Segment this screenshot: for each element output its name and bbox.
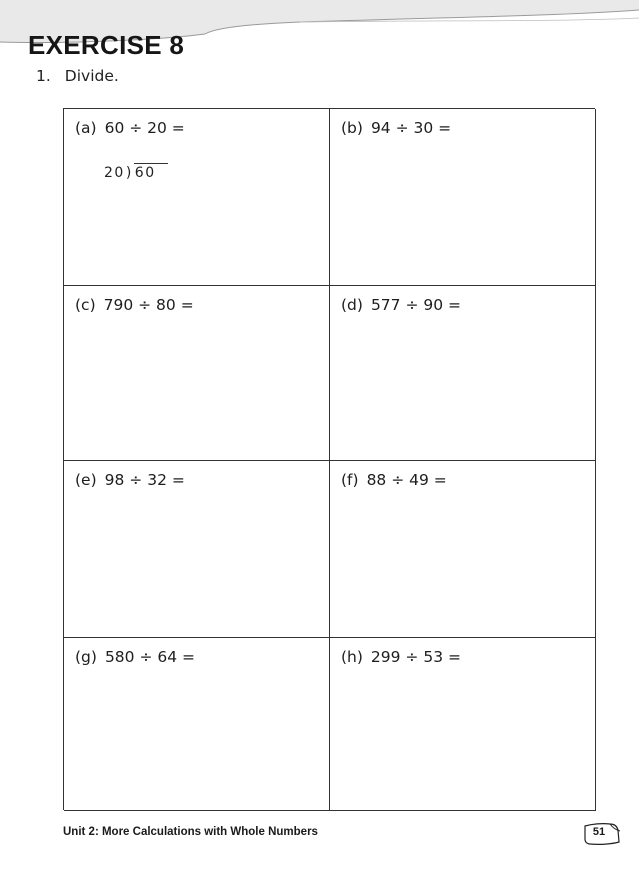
- page-number: 51: [592, 826, 606, 838]
- problem-expression: 60 ÷ 20 =: [104, 119, 185, 137]
- exercise-title: EXERCISE 8: [28, 30, 185, 60]
- problem-expression: 98 ÷ 32 =: [104, 471, 185, 489]
- problem-expression: 94 ÷ 30 =: [370, 119, 452, 137]
- problem-label: (h): [341, 648, 363, 666]
- problem-label: (c): [75, 296, 96, 314]
- problem-h: [341, 648, 461, 666]
- problem-expression: 577 ÷ 90 =: [370, 296, 462, 314]
- problem-label: (d): [341, 296, 363, 314]
- division-bracket: ): [125, 165, 133, 181]
- divisor: 20: [104, 165, 125, 181]
- long-division-example: [104, 163, 168, 181]
- problem-label: (f): [341, 471, 359, 489]
- problem-a: [75, 119, 185, 137]
- problem-grid: [63, 108, 595, 810]
- problem-cell-b[interactable]: [330, 109, 596, 286]
- problem-label: (g): [75, 648, 97, 666]
- problem-label: (b): [341, 119, 363, 137]
- problem-cell-h[interactable]: [330, 638, 596, 811]
- question-number: 1.: [36, 67, 51, 85]
- problem-label: (a): [75, 119, 97, 137]
- problem-expression: 299 ÷ 53 =: [370, 648, 461, 666]
- problem-f: [341, 471, 447, 489]
- problem-cell-d[interactable]: [330, 286, 596, 461]
- footer-unit-title: Unit 2: More Calculations with Whole Numbers: [63, 826, 318, 838]
- problem-expression: 88 ÷ 49 =: [366, 471, 447, 489]
- dividend: 60: [134, 163, 168, 181]
- problem-label: (e): [75, 471, 97, 489]
- problem-cell-f[interactable]: [330, 461, 596, 638]
- problem-e: [75, 471, 185, 489]
- problem-d: [341, 296, 461, 314]
- problem-cell-e[interactable]: [64, 461, 330, 638]
- instruction-text: Divide.: [64, 67, 119, 85]
- problem-cell-c[interactable]: [64, 286, 330, 461]
- problem-c: [75, 296, 194, 314]
- problem-g: [75, 648, 195, 666]
- problem-expression: 790 ÷ 80 =: [103, 296, 194, 314]
- question-instruction: [36, 67, 119, 85]
- problem-cell-g[interactable]: [64, 638, 330, 811]
- problem-b: [341, 119, 451, 137]
- problem-cell-a[interactable]: [64, 109, 330, 286]
- problem-expression: 580 ÷ 64 =: [104, 648, 196, 666]
